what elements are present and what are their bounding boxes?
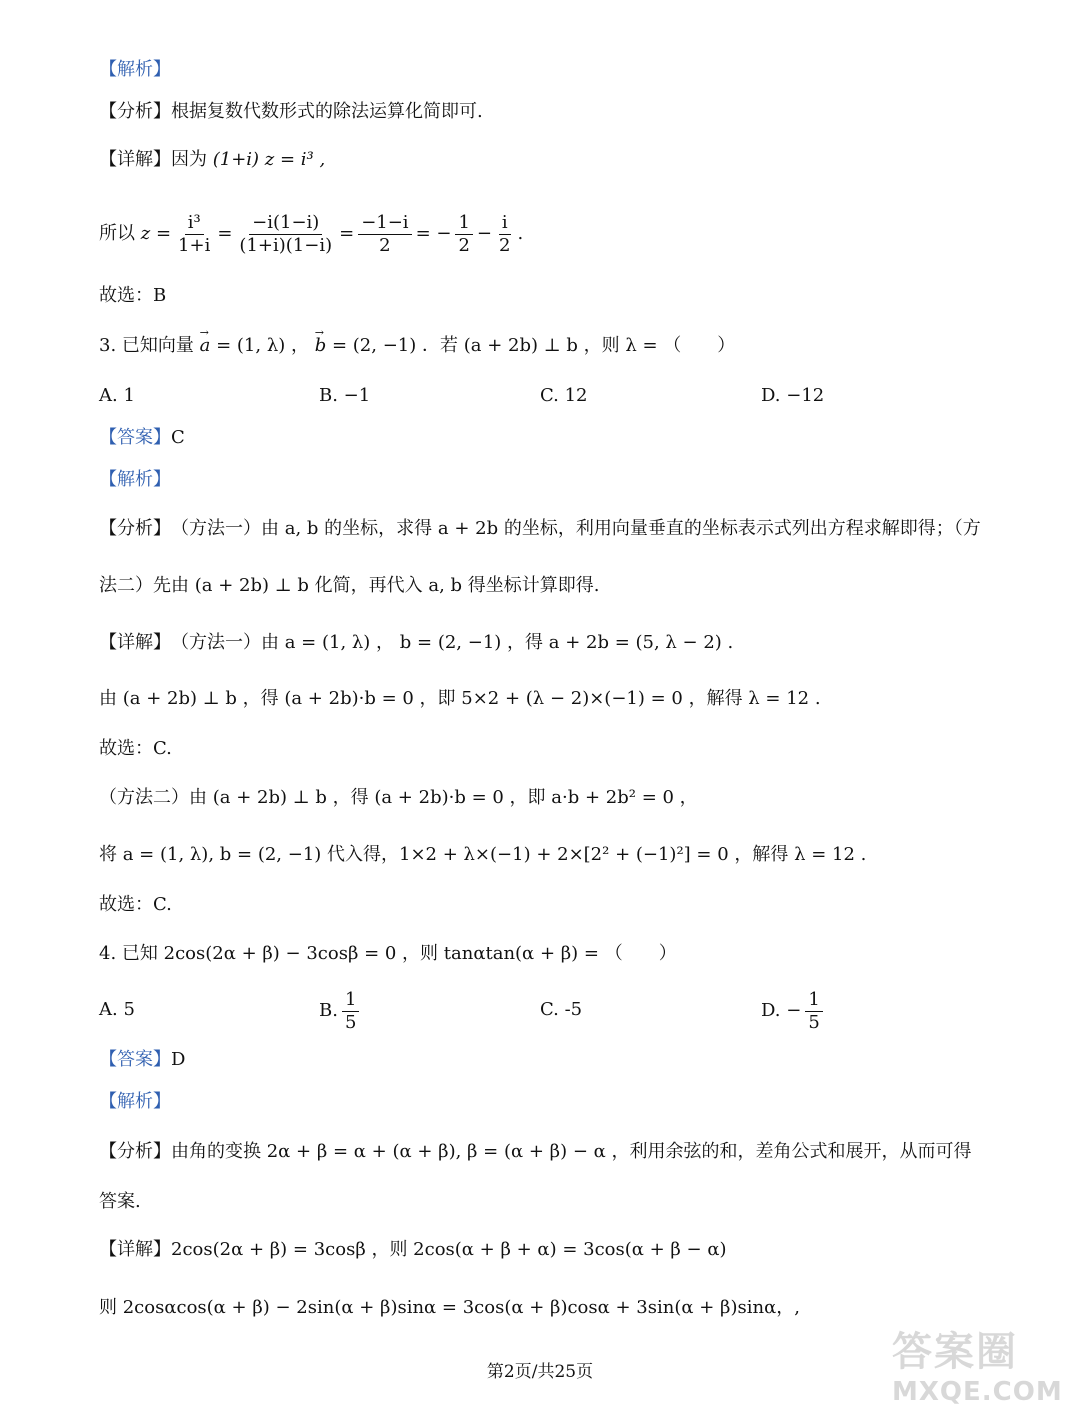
- q4-answer: 【答案】 D: [99, 1049, 186, 1070]
- q3-fenxi-line-1: 【分析】 （方法一）由 a, b 的坐标，求得 a + 2b 的坐标，利用向量垂直的坐标表示式列出方程求解即得；（方: [99, 518, 981, 539]
- q3-stem: 3. 已知向量 → a = (1, λ) ， → b = (2, −1) ．若 (a + 2b) ⊥ b ，则 λ = （ ）: [99, 334, 990, 358]
- q4-option-c: C. -5: [540, 999, 583, 1020]
- fenxi-line-1: 【分析】 根据复数代数形式的除法运算化简即可.: [99, 101, 483, 122]
- q3-fenxi-line-2: 法二）先由 (a + 2b) ⊥ b 化简，再代入 a, b 得坐标计算即得.: [99, 575, 600, 596]
- watermark-cn: 答案圈: [892, 1329, 1018, 1375]
- q3-jiexi-tag: 【解析】: [99, 469, 171, 490]
- q4-option-b: B. $\frac{1}{5}$: [319, 986, 363, 1036]
- q4-fenxi-line-2: 答案.: [99, 1191, 141, 1212]
- suoyi-equation: 所以 z = $\frac{\text{i³}}{1+i}$ = $\frac{-i(1-i)}{(1+i)(1-i)}$ = $\frac{-1-i}{2}$ = − $\frac{1}{2}$ − $\frac{i}{2}$ .: [99, 211, 524, 256]
- q4-stem: 4. 已知 2cos(2α + β) − 3cosβ = 0 ，则 tanαtan(α + β) = （ ）: [99, 943, 677, 964]
- jiexi-tag: 【解析】: [99, 59, 171, 80]
- q3-option-c: C. 12: [540, 385, 588, 406]
- fraction-1: $\frac{\text{i³}}{1+i}$: [178, 211, 211, 256]
- q3-method2-line-2: 将 a = (1, λ), b = (2, −1) 代入得，1×2 + λ×(−1) + 2×[2² + (−1)²] = 0 ，解得 λ = 12 .: [99, 844, 867, 865]
- q4-last-line: 则 2cosαcos(α + β) − 2sin(α + β)sinα = 3cos(α + β)cosα + 3sin(α + β)sinα，,: [99, 1297, 800, 1318]
- q4-jiexi-tag: 【解析】: [99, 1091, 171, 1112]
- watermark-logo: [892, 1320, 1063, 1408]
- fraction-2: $\frac{-i(1-i)}{(1+i)(1-i)}$: [239, 211, 333, 256]
- q4-option-a: A. 5: [99, 999, 135, 1020]
- q3-option-b: B. −1: [319, 385, 371, 406]
- q3-guxuan-2: 故选：C.: [99, 894, 172, 915]
- q3-answer: 【答案】 C: [99, 427, 185, 448]
- q3-method2-line-1: （方法二）由 (a + 2b) ⊥ b ，得 (a + 2b)·b = 0 ，即 a·b + 2b² = 0 ，: [99, 787, 698, 808]
- xiangjie-line-1: 【详解】 因为 (1+i) z = i³ ,: [99, 149, 326, 170]
- guxuan-b: 故选：B: [99, 285, 167, 306]
- q3-option-d: D. −12: [761, 385, 825, 406]
- watermark-en: MXQE.COM: [892, 1377, 1063, 1407]
- q3-guxuan-1: 故选：C.: [99, 738, 172, 759]
- fraction-4: $\frac{1}{2}$: [455, 212, 472, 257]
- q4-option-d: D. − $\frac{1}{5}$: [761, 986, 827, 1036]
- q4-xiangjie-line-1: 【详解】 2cos(2α + β) = 3cosβ ，则 2cos(α + β + α) = 3cos(α + β − α): [99, 1239, 727, 1260]
- q3-xiangjie-line-1: 【详解】 （方法一）由 a = (1, λ) ， b = (2, −1) ，得 a + 2b = (5, λ − 2) .: [99, 632, 734, 653]
- q3-you-line: 由 (a + 2b) ⊥ b ，得 (a + 2b)·b = 0 ，即 5×2 + (λ − 2)×(−1) = 0 ，解得 λ = 12 .: [99, 688, 821, 709]
- q4-option-d-fraction: $\frac{1}{5}$: [805, 989, 822, 1034]
- q4-fenxi-line-1: 【分析】 由角的变换 2α + β = α + (α + β), β = (α + β) − α ，利用余弦的和，差角公式和展开，从而可得: [99, 1141, 972, 1162]
- q3-option-a: A. 1: [99, 385, 135, 406]
- fraction-3: $\frac{-1-i}{2}$: [358, 212, 411, 257]
- fraction-5: $\frac{i}{2}$: [499, 211, 511, 256]
- q4-option-b-fraction: $\frac{1}{5}$: [342, 989, 359, 1034]
- page-footer: 第2页/共25页: [486, 1362, 594, 1382]
